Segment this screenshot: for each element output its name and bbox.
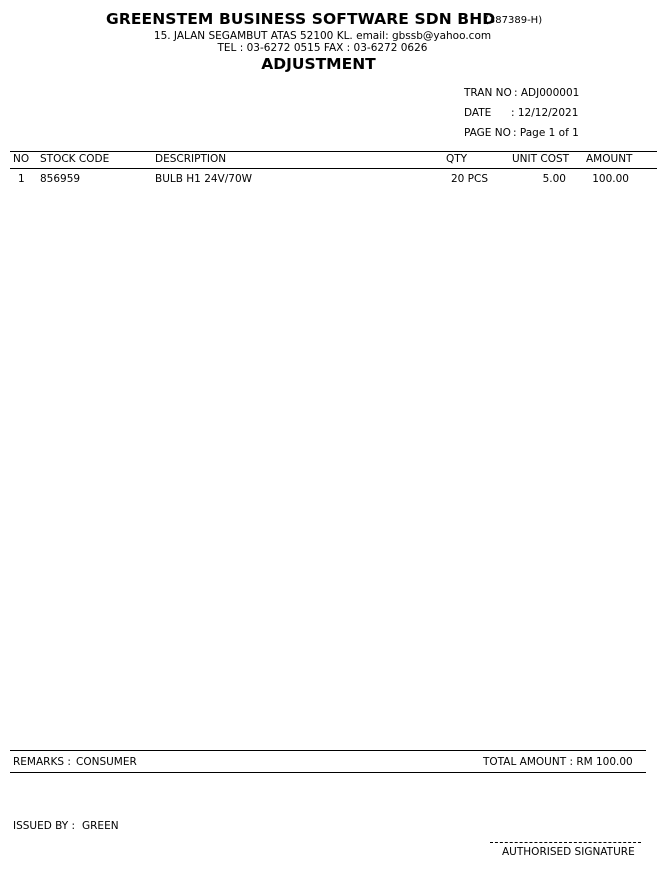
tran-no-value: : ADJ000001 [514, 87, 580, 99]
page-no-value: : Page 1 of 1 [513, 127, 579, 139]
column-header-unit-cost: UNIT COST [512, 153, 570, 165]
row-qty: 20 PCS [450, 173, 488, 185]
date-label: DATE [464, 107, 492, 119]
row-stock-code: 856959 [40, 173, 81, 185]
total-amount-value: 100.00 [596, 756, 633, 768]
column-header-stock-code: STOCK CODE [40, 153, 110, 165]
column-header-description: DESCRIPTION [155, 153, 227, 165]
row-unit-cost: 5.00 [542, 173, 566, 185]
company-address: 15. JALAN SEGAMBUT ATAS 52100 KL. email: gbssb@yahoo.com [153, 30, 492, 42]
column-header-amount: AMOUNT [586, 153, 633, 165]
row-description: BULB H1 24V/70W [155, 173, 253, 185]
tran-no-label: TRAN NO [464, 87, 512, 99]
document-title: ADJUSTMENT [261, 55, 376, 73]
remarks-value: CONSUMER [76, 756, 137, 768]
company-name: GREENSTEM BUSINESS SOFTWARE SDN BHD [106, 10, 496, 28]
footer-top-rule [10, 750, 646, 751]
issued-by-value: GREEN [82, 820, 119, 832]
authorised-signature-label: AUTHORISED SIGNATURE [502, 846, 635, 858]
total-amount-label: TOTAL AMOUNT : RM [483, 756, 593, 768]
column-header-no: NO [13, 153, 30, 165]
table-header-bottom-rule [10, 168, 657, 169]
company-contact: TEL : 03-6272 0515 FAX : 03-6272 0626 [217, 42, 428, 54]
page-no-label: PAGE NO [464, 127, 511, 139]
footer-bottom-rule [10, 772, 646, 773]
date-value: : 12/12/2021 [511, 107, 579, 119]
remarks-label: REMARKS : [13, 756, 71, 768]
row-no: 1 [18, 173, 25, 185]
column-header-qty: QTY [446, 153, 468, 165]
table-header-top-rule [10, 151, 657, 152]
company-registration-number: (387389-H) [485, 15, 543, 26]
row-amount: 100.00 [592, 173, 629, 185]
issued-by-label: ISSUED BY : [13, 820, 76, 832]
signature-line [490, 842, 641, 843]
